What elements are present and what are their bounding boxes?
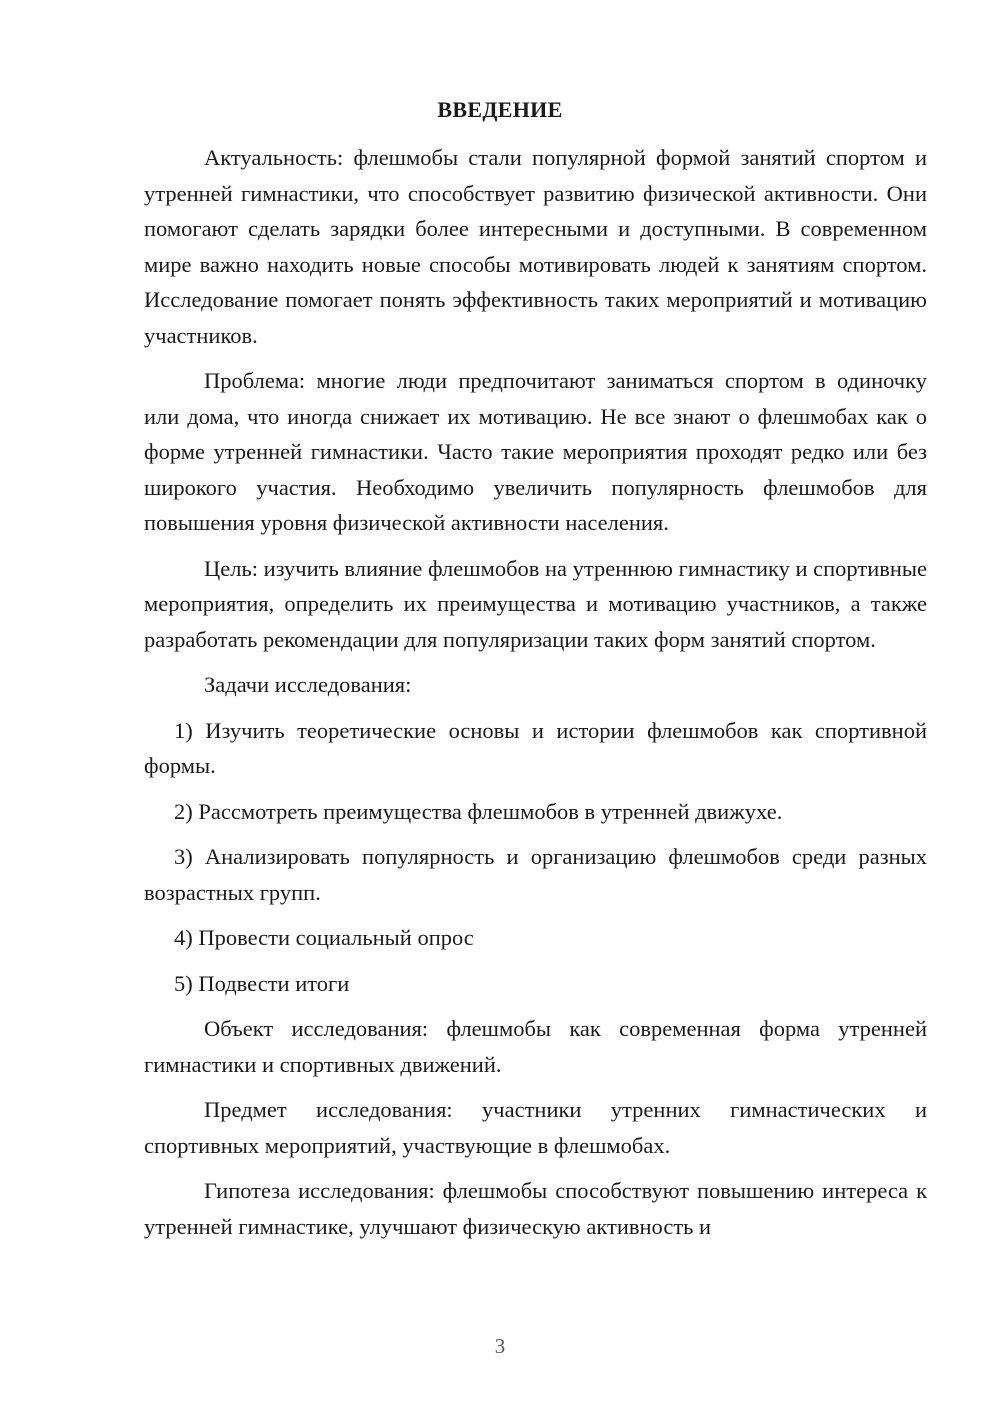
paragraph-object: Объект исследования: флешмобы как современная форма утренней гимнастики и спортивных движений. xyxy=(144,1016,927,1077)
task-item-4: 4) Провести социальный опрос xyxy=(174,925,474,950)
page-title: ВВЕДЕНИЕ xyxy=(437,97,563,122)
task-item-5: 5) Подвести итоги xyxy=(174,970,350,996)
task-item-2: 2) Рассмотреть преимущества флешмобов в утренней движухе. xyxy=(174,798,783,824)
paragraph-goal: Цель: изучить влияние флешмобов на утреннюю гимнастику и спортивные мероприятия, определить их преимущества и мотивацию участников, а также разработать рекомендации для популяризации таких форм занятий спортом. xyxy=(144,555,928,652)
page-number: 3 xyxy=(494,1334,506,1358)
paragraph-subject: Предмет исследования: участники утренних гимнастических и спортивных мероприятий, участвующие в флешмобах. xyxy=(144,1097,927,1158)
document-body xyxy=(144,140,927,1244)
task-item-3: 3) Анализировать популярность и организацию флешмобов среди разных возрастных групп. xyxy=(144,844,927,905)
paragraph-hypothesis: Гипотеза исследования: флешмобы способствуют повышению интереса к утренней гимнастике, улучшают физическую активность и xyxy=(144,1178,927,1239)
task-item-1: 1) Изучить теоретические основы и истории флешмобов как спортивной формы. xyxy=(144,717,927,778)
tasks-heading: Задачи исследования: xyxy=(204,672,412,697)
paragraph-problem: Проблема: многие люди предпочитают заниматься спортом в одиночку или дома, что иногда снижает их мотивацию. Не все знают о флешмобах как о форме утренней гимнастики. Часто такие мероприятия проходят редко или без широкого участия. Необходимо увеличить популярность флешмобов для повышения уровня физической активности населения. xyxy=(144,368,927,535)
paragraph-relevance: Актуальность: флешмобы стали популярной формой занятий спортом и утренней гимнастики, что способствует развитию физической активности. Они помогают сделать зарядки более интересными и доступными. В современном мире важно находить новые способы мотивировать людей к занятиям спортом. Исследование помогает понять эффективность таких мероприятий и мотивацию участников. xyxy=(144,145,927,348)
